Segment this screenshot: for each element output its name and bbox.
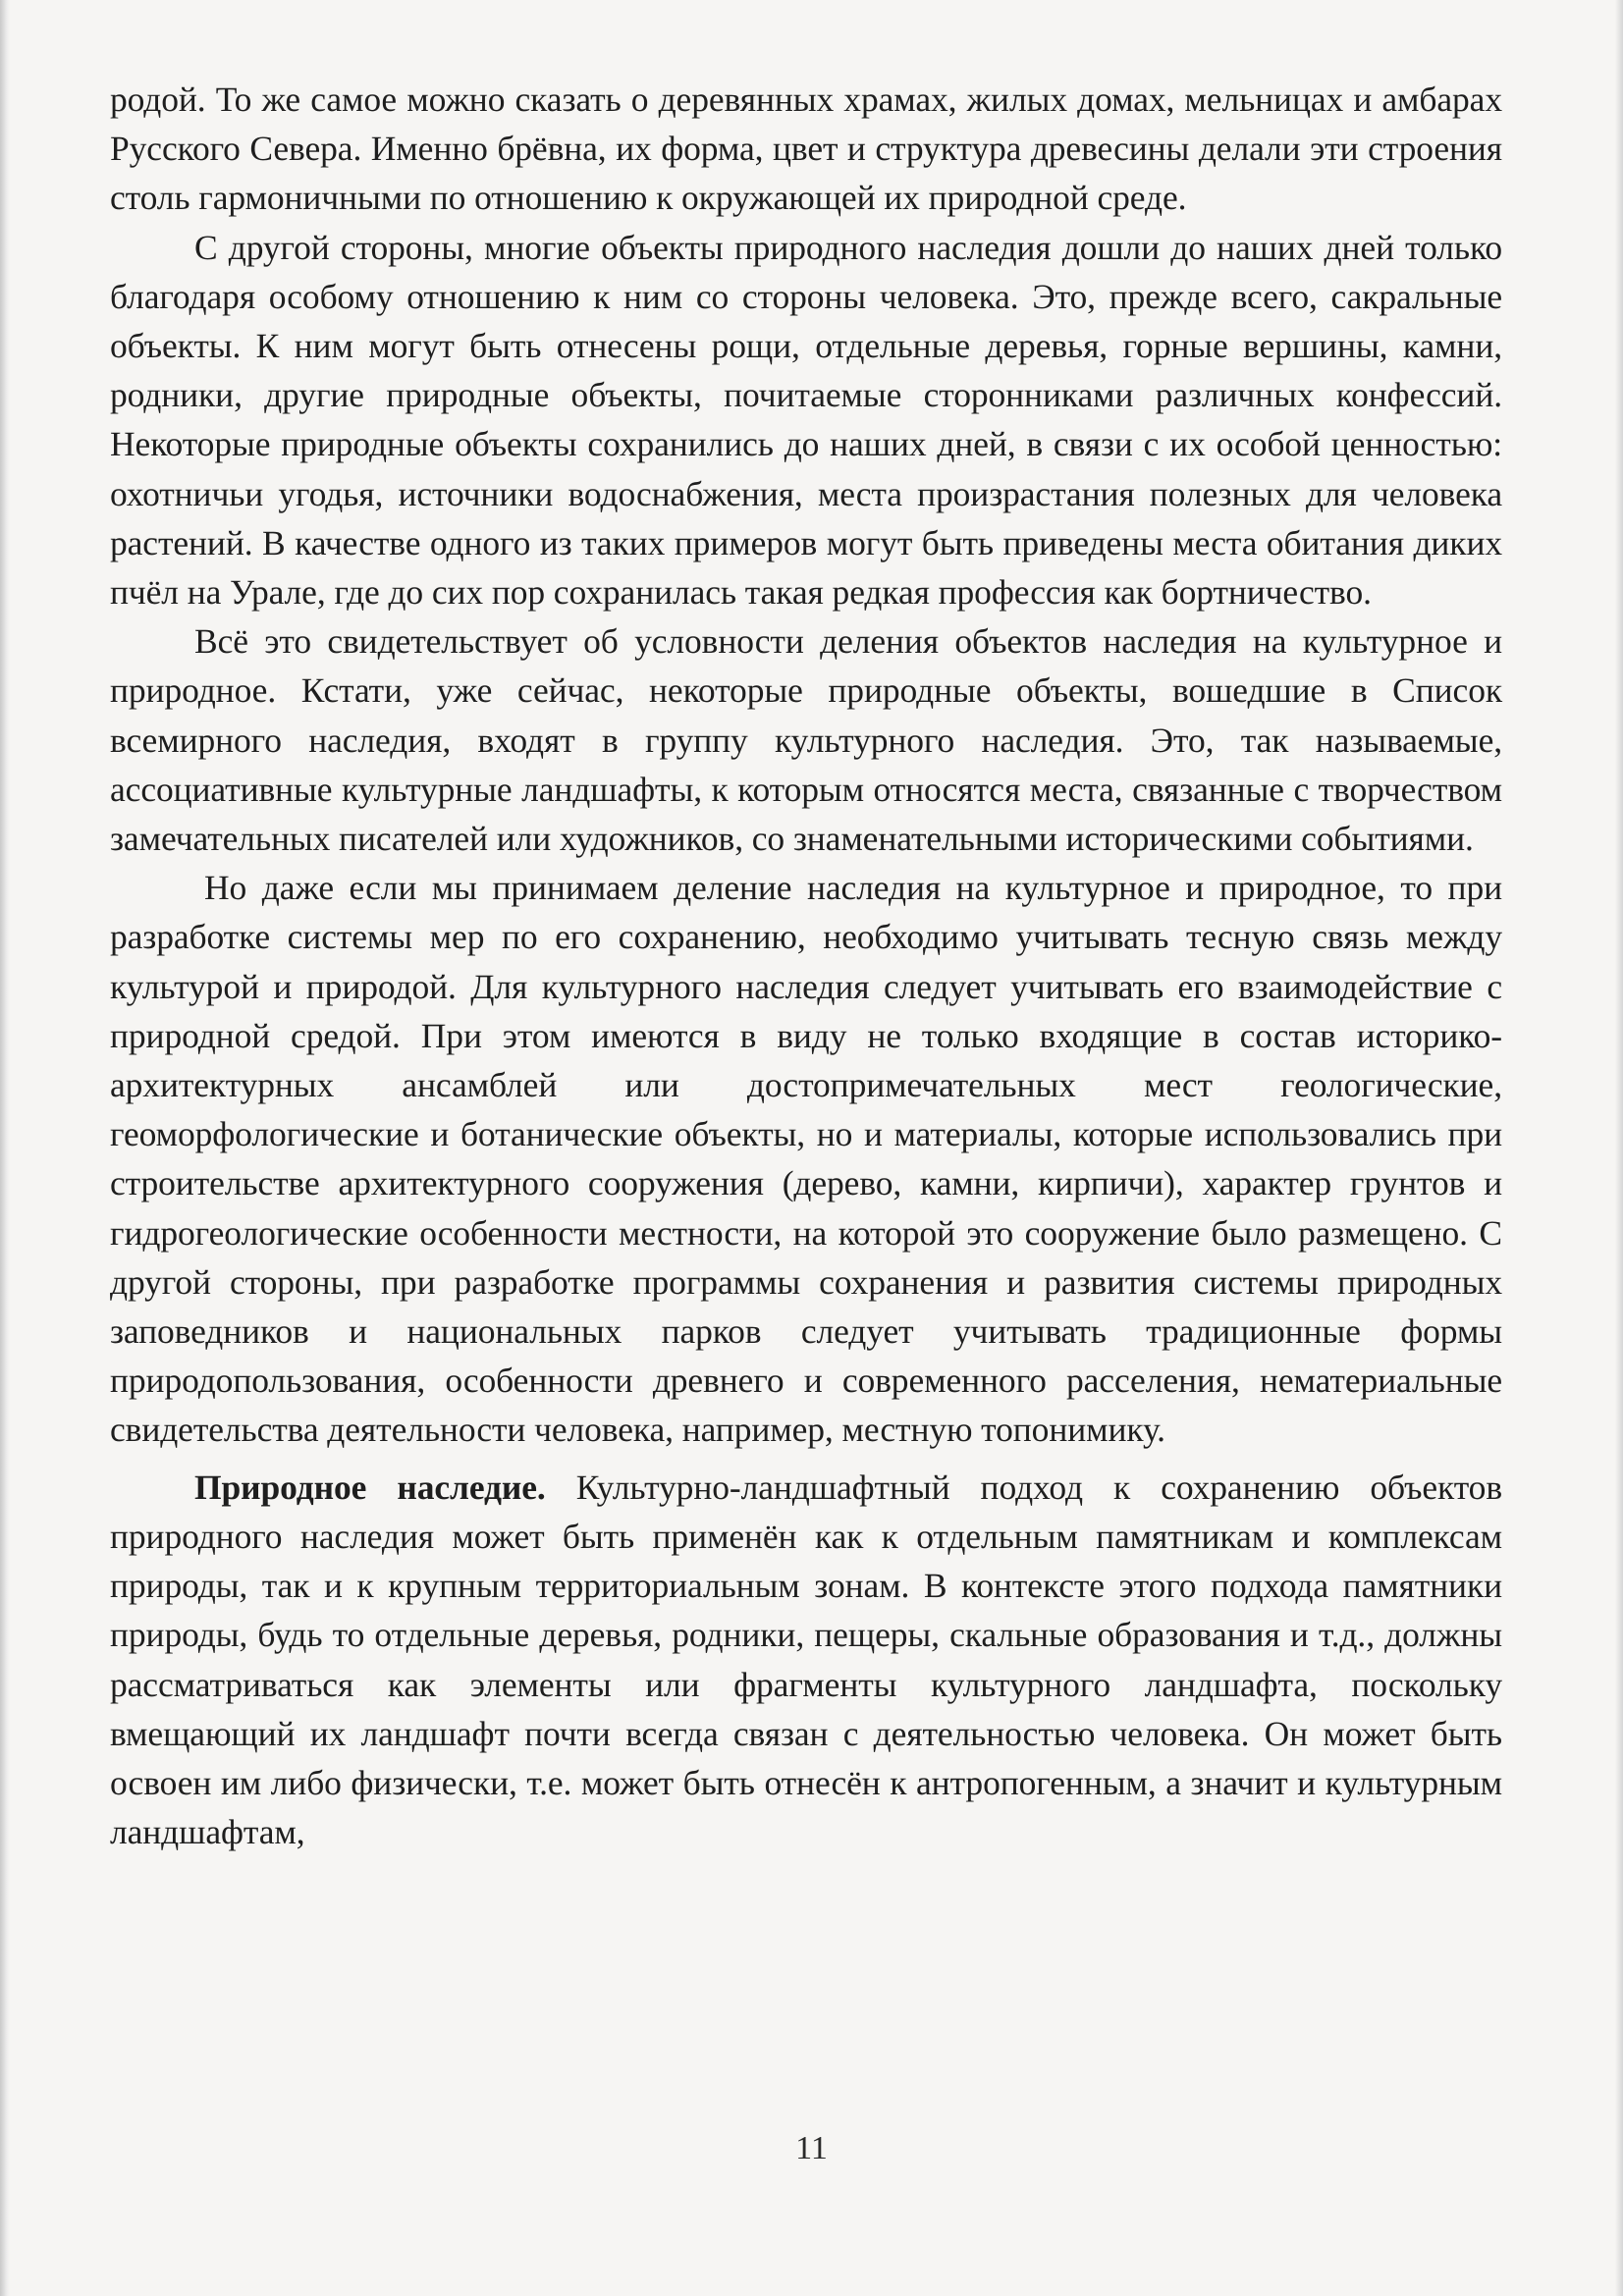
paragraph-culture-nature-link bbox=[110, 863, 1502, 1454]
paragraph-continuation bbox=[110, 75, 1502, 223]
body-text bbox=[110, 75, 1502, 1856]
page-left-edge-shadow bbox=[0, 0, 10, 2296]
paragraph-heritage-division bbox=[110, 616, 1502, 863]
paragraph-sacral-objects bbox=[110, 223, 1502, 617]
page-right-edge-shadow bbox=[1615, 0, 1623, 2296]
page-number: 11 bbox=[795, 2130, 828, 2166]
paragraph-text: родой. То же самое можно сказать о деревянных храмах, жилых домах, мельницах и амбарах Русского Севера. Именно брёвна, их форма, цвет и структура древесины делали эти строения столь гармоничными по отношению к окружающей их природной среде. bbox=[110, 80, 1502, 218]
paragraph-text: Культурно-ландшафтный подход к сохранению объектов природного наследия может быть применён как к отдельным памятникам и комплексам природы, так и к крупным территориальным зонам. В контексте этого подхода памятники природы, будь то отдельные деревья, родники, пещеры, скальные образования и т.д., должны рассматриваться как элементы или фрагменты культурного ландшафта, поскольку вмещающий их ландшафт почти всегда связан с деятельностью человека. Он может быть освоен им либо физически, т.е. может быть отнесён к антропогенным, а значит и культурным ландшафтам, bbox=[110, 1467, 1502, 1852]
paragraph-natural-heritage bbox=[110, 1463, 1502, 1857]
paragraph-text: С другой стороны, многие объекты природного наследия дошли до наших дней только благодаря особому отношению к ним со стороны человека. Это, прежде всего, сакральные объекты. К ним могут быть отнесены рощи, отдельные деревья, горные вершины, камни, родники, другие природные объекты, почитаемые сторонниками различных конфессий. Некоторые природные объекты сохранились до наших дней, в связи с их особой ценностью: охотничьи угодья, источники водоснабжения, места произрастания полезных для человека растений. В качестве одного из таких примеров могут быть приведены места обитания диких пчёл на Урале, где до сих пор сохранилась такая редкая профессия как бортничество. bbox=[110, 227, 1502, 613]
paragraph-text: Но даже если мы принимаем деление наследия на культурное и природное, то при разработке системы мер по его сохранению, необходимо учитывать тесную связь между культурой и природой. Для культурного наследия следует учитывать его взаимодействие с природной средой. При этом имеются в виду не только входящие в состав историко-архитектурных ансамблей или достопримечательных мест геологические, геоморфологические и ботанические объекты, но и материалы, которые использовались при строительстве архитектурного сооружения (дерево, камни, кирпичи), характер грунтов и гидрогеологические особенности местности, на которой это сооружение было размещено. С другой стороны, при разработке программы сохранения и развития системы природных заповедников и национальных парков следует учитывать традиционные формы природопользования, особенности древнего и современного расселения, нематериальные свидетельства деятельности человека, например, местную топонимику. bbox=[110, 868, 1502, 1450]
paragraph-text: Всё это свидетельствует об условности деления объектов наследия на культурное и природное. Кстати, уже сейчас, некоторые природные объекты, вошедшие в Список всемирного наследия, входят в группу культурного наследия. Это, так называемые, ассоциативные культурные ландшафты, к которым относятся места, связанные с творчеством замечательных писателей или художников, со знаменательными историческими событиями. bbox=[110, 621, 1502, 859]
section-lead-heading: Природное наследие. bbox=[194, 1467, 546, 1507]
